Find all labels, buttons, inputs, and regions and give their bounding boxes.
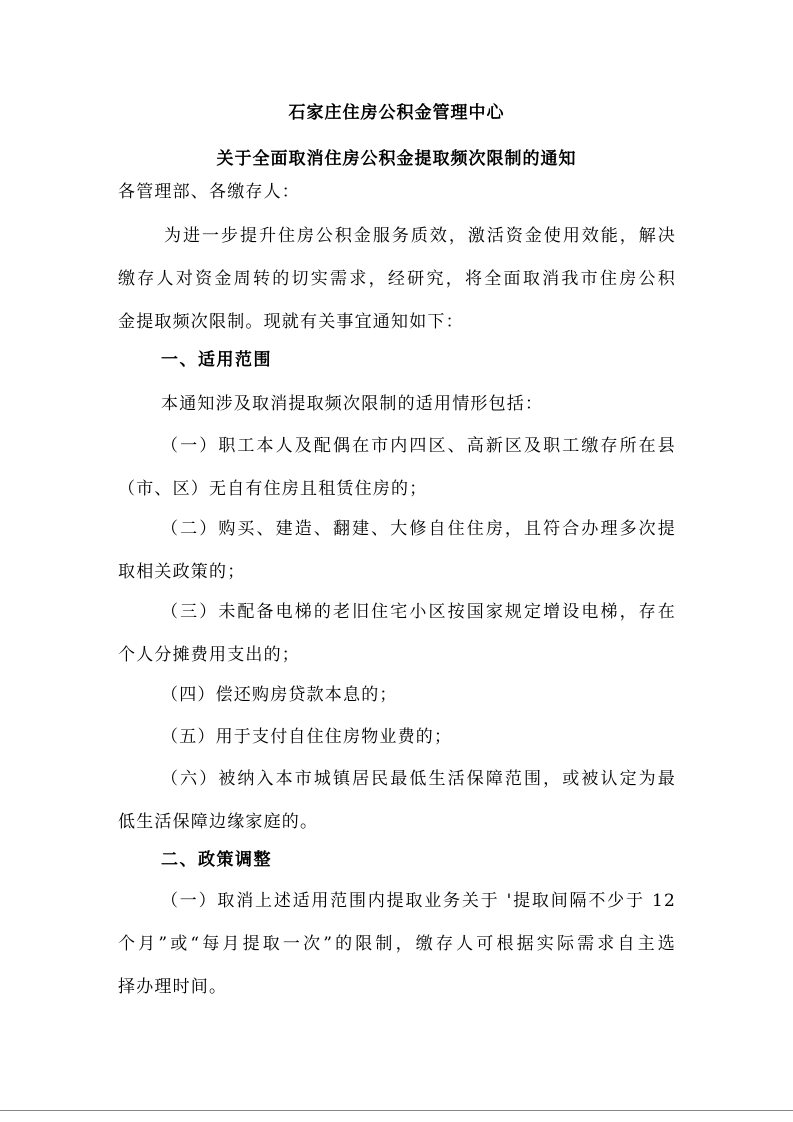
policy1-line-3: 择办理时间。 [118, 977, 228, 997]
intro-line-2: 缴存人对资金周转的切实需求，经研究，将全面取消我市住房公积 [118, 269, 676, 289]
item2-line-2: 取相关政策的； [118, 562, 246, 582]
salutation: 各管理部、各缴存人： [118, 182, 300, 202]
item3-line-2: 个人分摊费用支出的； [118, 645, 300, 665]
page-bottom-rule [0, 1110, 793, 1111]
intro-line-3: 金提取频次限制。现就有关事宜通知如下： [118, 312, 464, 332]
item3-line-1: （三）未配备电梯的老旧住宅小区按国家规定增设电梯，存在 [161, 602, 676, 622]
document-title-line2: 关于全面取消住房公积金提取频次限制的通知 [216, 149, 577, 169]
section1-lead: 本通知涉及取消提取频次限制的适用情形包括： [161, 394, 544, 414]
policy1-line-2: 个月”或“每月提取一次”的限制，缴存人可根据实际需求自主选 [118, 934, 676, 954]
document-title-line1: 石家庄住房公积金管理中心 [288, 103, 505, 123]
item4: （四）偿还购房贷款本息的； [161, 685, 398, 705]
item6-line-1: （六）被纳入本市城镇居民最低生活保障范围，或被认定为最 [161, 769, 676, 789]
intro-line-1: 为进一步提升住房公积金服务质效，激活资金使用效能，解决 [164, 226, 676, 246]
section1-heading: 一、适用范围 [161, 350, 272, 370]
item1-line-1: （一）职工本人及配偶在市内四区、高新区及职工缴存所在县 [161, 436, 676, 456]
section2-heading: 二、政策调整 [161, 850, 272, 870]
item2-line-1: （二）购买、建造、翻建、大修自住住房，且符合办理多次提 [161, 519, 676, 539]
item6-line-2: 低生活保障边缘家庭的。 [118, 812, 319, 832]
policy1-line-1: （一）取消上述适用范围内提取业务关于 '提取间隔不少于 12 [161, 891, 676, 911]
item1-line-2: （市、区）无自有住房且租赁住房的； [118, 479, 428, 499]
item5: （五）用于支付自住住房物业费的； [161, 727, 453, 747]
